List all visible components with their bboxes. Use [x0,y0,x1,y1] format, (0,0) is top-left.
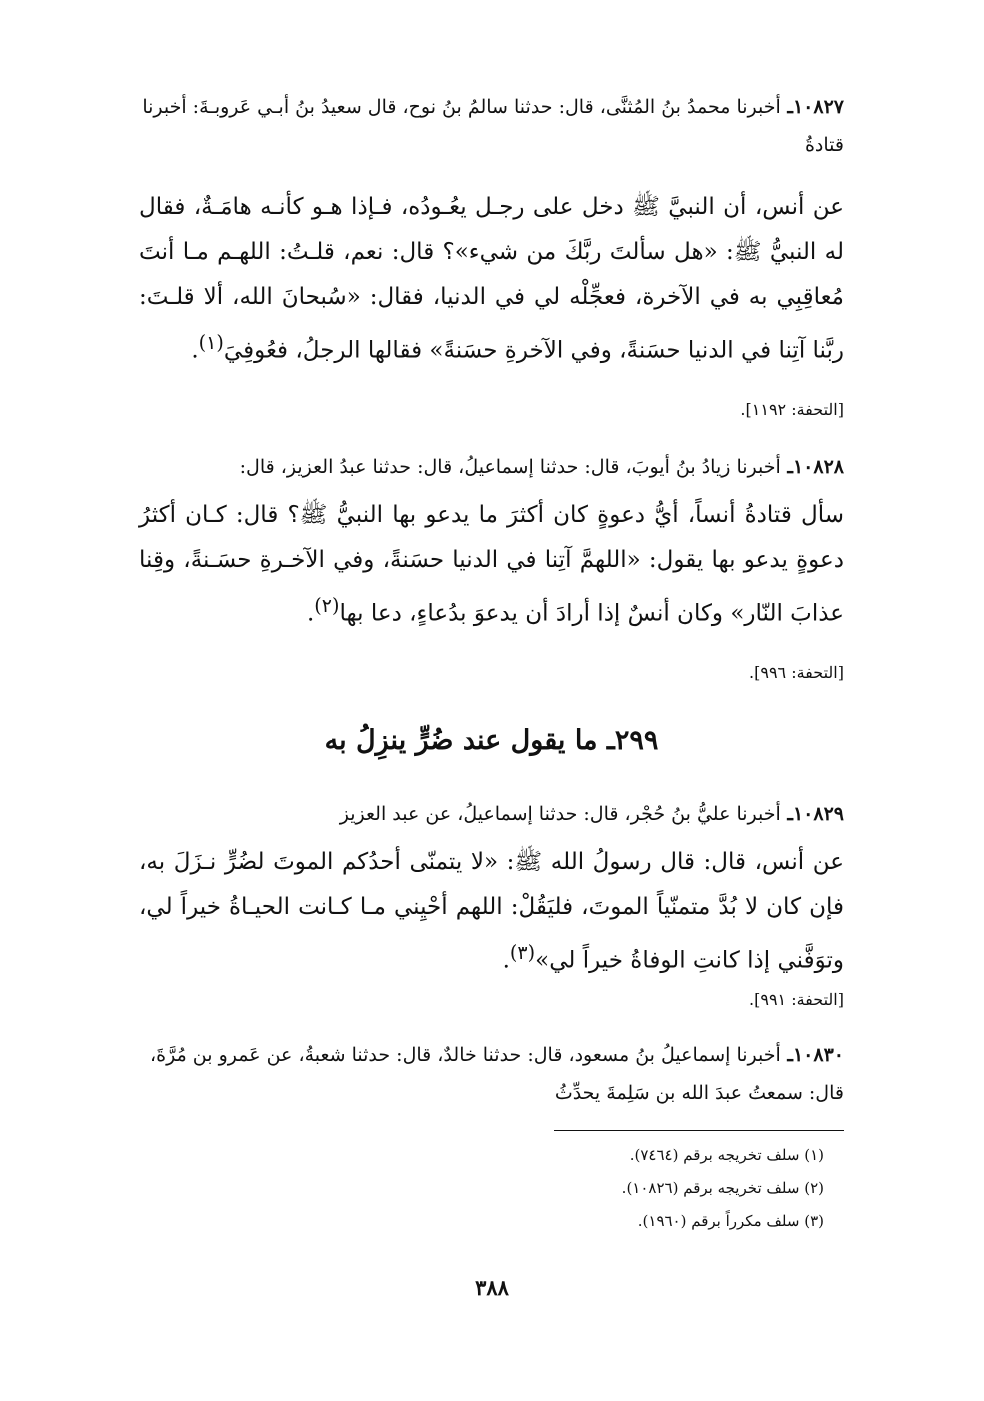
footnote-marker: (٣) [509,941,536,964]
tuhfa-reference: [التحفة: ٩٩١]. [749,990,844,1009]
page-number: ٣٨٨ [475,1275,509,1300]
chapter-heading: ٢٩٩ـ ما يقول عند ضُرٍّ ينزِلُ به [324,725,659,756]
isnad-text: أخبرنا إسماعيلُ بنُ مسعود، قال: حدثنا خالدٌ، قال: حدثنا شعبةُ، عن عَمرو بن مُرَّةَ، قال: سمعتُ عبدَ الله بن سَلِمةَ يحدِّثُ [150,1044,844,1104]
tuhfa-reference: [التحفة: ٩٩٦]. [749,663,844,682]
matn-text: عن أنس، قال: قال رسولُ الله ﷺ: «لا يتمنّى أحدُكم الموتَ لضُرٍّ نـزَلَ به، فإن كان لا بُدَّ متمنّياً الموتَ، فليَقُلْ: اللهم أحْيِني مـا كـانت الحيـاةُ خيراً لي، وتوَفَّني إذا كانتِ الوفاةُ خيراً لي» [139,849,844,974]
footnote: (٢) سلف تخريجه برقم (١٠٨٢٦). [621,1179,824,1197]
footnote: (٣) سلف مكرراً برقم (١٩٦٠). [637,1212,824,1230]
footnote-separator [554,1130,844,1131]
hadith-isnad: ١٠٨٣٠ـ أخبرنا إسماعيلُ بنُ مسعود، قال: حدثنا خالدٌ، قال: حدثنا شعبةُ، عن عَمرو بن مُرَّةَ، قال: سمعتُ عبدَ الله بن سَلِمةَ يحدِّثُ [150,1044,844,1104]
hadith-isnad: ١٠٨٢٩ـ أخبرنا عليُّ بنُ حُجْر، قال: حدثنا إسماعيلُ، عن عبد العزيز [339,803,844,825]
chapter-number: ٢٩٩ [614,725,659,756]
hadith-isnad: ١٠٨٢٧ـ أخبرنا محمدُ بنُ المُثنَّى، قال: حدثنا سالمُ بنُ نوح، قال سعيدُ بنُ أبـي عَروبـةَ: أخبرنا قتادةُ [142,96,844,156]
hadith-isnad: ١٠٨٢٨ـ أخبرنا زيادُ بنُ أيوبَ، قال: حدثنا إسماعيلُ، قال: حدثنا عبدُ العزيز، قال: [239,456,844,478]
isnad-text: أخبرنا محمدُ بنُ المُثنَّى، قال: حدثنا سالمُ بنُ نوح، قال سعيدُ بنُ أبـي عَروبـةَ: أخبرنا قتادةُ [142,96,844,156]
chapter-title: ما يقول عند ضُرٍّ ينزِلُ به [324,725,598,756]
hadith-number: ١٠٨٢٨ [792,456,844,478]
hadith-number: ١٠٨٢٩ [792,803,844,825]
hadith-matn: سأل قتادةُ أنساً، أيُّ دعوةٍ كان أكثرَ ما يدعو بها النبيُّ ﷺ؟ قال: كـان أكثرُ دعوةٍ يدعو بها يقول: «اللهمَّ آتِنا في الدنيا حسَنةً، وفي الآخـرةِ حسَـنةً، وقِنا عذابَ النّار» وكان أنسٌ إذا أرادَ أن يدعوَ بدُعاءٍ، دعا بها$^{(٢)}$. [139,502,844,627]
isnad-text: أخبرنا عليُّ بنُ حُجْر، قال: حدثنا إسماعيلُ، عن عبد العزيز [339,803,781,825]
footnote-marker: (١) [198,331,224,354]
matn-text: عن أنس، أن النبيَّ ﷺ دخل على رجـل يعُـودُه، فـإذا هـو كأنـه هامَـةٌ، فقال له النبيُّ ﷺ: «هل سألتَ ربَّكَ من شيء»؟ قال: نعم، قلـتُ: اللهـم مـا أنتَ مُعاقِبِي به في الآخرة، فعجِّلْه لي في الدنيا، فقال: «سُبحانَ الله، ألا قلـتَ: ربَّنا آتِنا في الدنيا حسَنةً، وفي الآخرةِ حسَنةً» فقالها الرجلُ، فعُوفِيَ [139,194,844,364]
hadith-number: ١٠٨٣٠ [792,1044,844,1066]
footnote-marker: (٢) [314,594,340,617]
footnote: (١) سلف تخريجه برقم (٧٤٦٤). [629,1146,824,1164]
hadith-matn: عن أنس، أن النبيَّ ﷺ دخل على رجـل يعُـودُه، فـإذا هـو كأنـه هامَـةٌ، فقال له النبيُّ ﷺ: «هل سألتَ ربَّكَ من شيء»؟ قال: نعم، قلـتُ: اللهـم مـا أنتَ مُعاقِبِي به في الآخرة، فعجِّلْه لي في الدنيا، فقال: «سُبحانَ الله، ألا قلـتَ: ربَّنا آتِنا في الدنيا حسَنةً، وفي الآخرةِ حسَنةً» فقالها الرجلُ، فعُوفِيَ$^{(١)}$. [139,194,844,364]
tuhfa-reference: [التحفة: ١١٩٢]. [740,400,844,419]
hadith-matn: عن أنس، قال: قال رسولُ الله ﷺ: «لا يتمنّى أحدُكم الموتَ لضُرٍّ نـزَلَ به، فإن كان لا بُدَّ متمنّياً الموتَ، فليَقُلْ: اللهم أحْيِني مـا كـانت الحيـاةُ خيراً لي، وتوَفَّني إذا كانتِ الوفاةُ خيراً لي»$^{(٣)}$. [139,849,844,974]
matn-text: سأل قتادةُ أنساً، أيُّ دعوةٍ كان أكثرَ ما يدعو بها النبيُّ ﷺ؟ قال: كـان أكثرُ دعوةٍ يدعو بها يقول: «اللهمَّ آتِنا في الدنيا حسَنةً، وفي الآخـرةِ حسَـنةً، وقِنا عذابَ النّار» وكان أنسٌ إذا أرادَ أن يدعوَ بدُعاءٍ، دعا بها [139,502,844,627]
isnad-text: أخبرنا زيادُ بنُ أيوبَ، قال: حدثنا إسماعيلُ، قال: حدثنا عبدُ العزيز، قال: [239,456,781,478]
hadith-number: ١٠٨٢٧ [792,96,844,118]
